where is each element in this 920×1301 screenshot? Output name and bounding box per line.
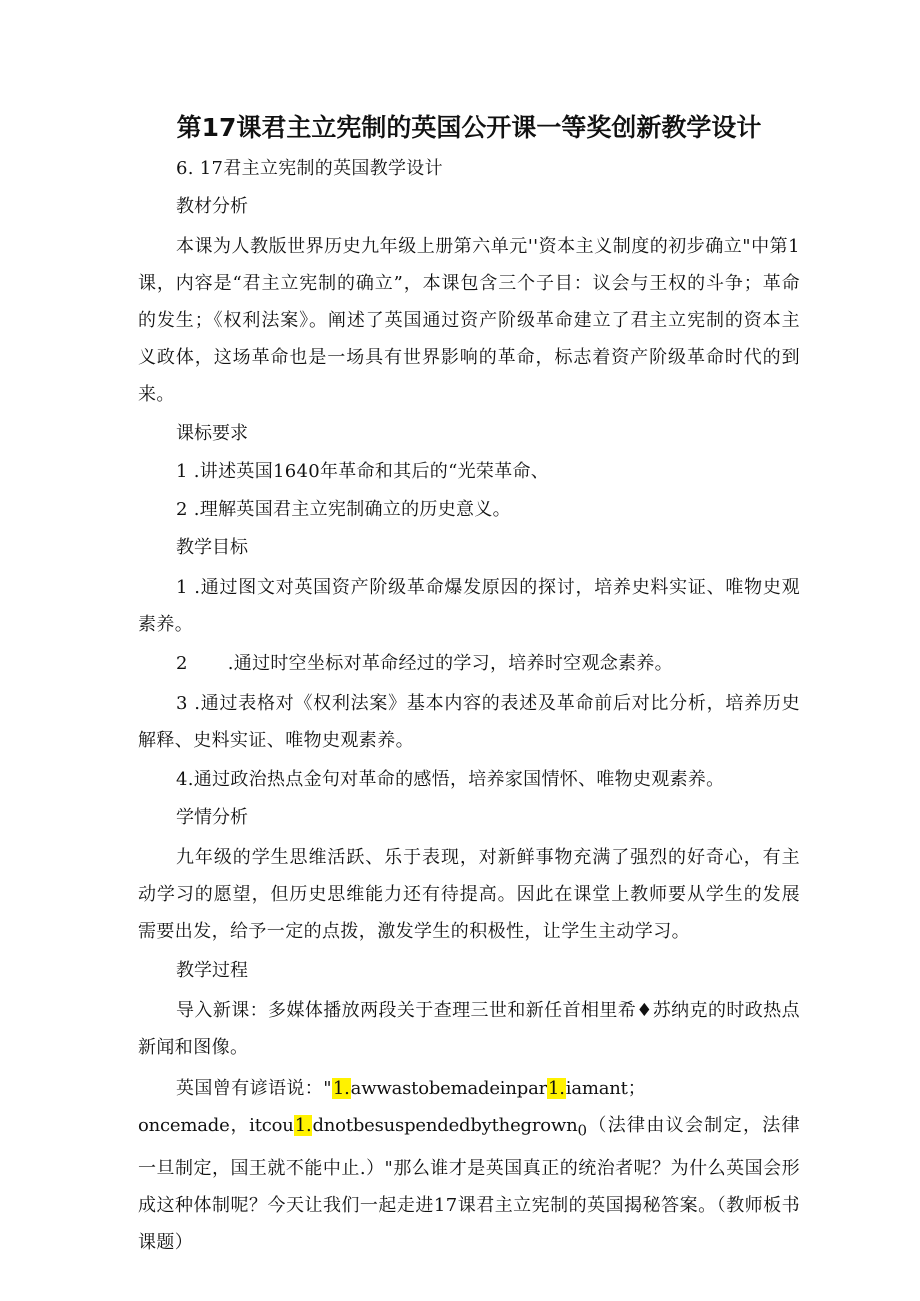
standard-item-1: 1 .讲述英国1640年革命和其后的“光荣革命、	[176, 461, 550, 482]
standard-item-2: 2 .理解英国君主立宪制确立的历史意义。	[176, 499, 511, 520]
heading-teaching-process: 教学过程	[176, 960, 248, 981]
paragraph-lesson-intro: 导入新课：多媒体播放两段关于查理三世和新任首相里希♦苏纳克的时政热点新闻和图像。	[138, 1000, 800, 1058]
highlight-2: 1.	[548, 1078, 565, 1099]
goal-item-4: 4.通过政治热点金句对革命的感悟，培养家国情怀、唯物史观素养。	[176, 769, 725, 790]
highlight-3: 1.	[294, 1115, 312, 1136]
goal-item-2	[138, 647, 800, 681]
highlight-1: 1.	[332, 1078, 350, 1099]
proverb-subscript: 0	[577, 1121, 588, 1140]
document-title: 第17课君主立宪制的英国公开课一等奖创新教学设计	[176, 113, 762, 142]
goal-item-3: 3 .通过表格对《权利法案》基本内容的表述及革命前后对比分析，培养历史解释、史料实证、唯物史观素养。	[138, 693, 800, 751]
proverb-part-4: dnotbesuspendedbythegrown	[312, 1115, 578, 1136]
heading-learner-analysis: 学情分析	[176, 807, 248, 828]
proverb-tail: （法律由议会制定，法律一旦制定，国王就不能中止.）"那么谁才是英国真正的统治者呢？为什么英国会形成这种体制呢？今天让我们一起走进17课君主立宪制的英国揭秘答案。（教师板书课题）	[138, 1115, 800, 1253]
proverb-part-1: awwastobemadeinpar	[350, 1078, 548, 1099]
proverb-part-3: oncemade，itcou	[138, 1115, 294, 1136]
proverb-prefix: 英国曾有谚语说："	[176, 1078, 332, 1099]
goal-item-2-number: 2	[176, 653, 188, 674]
proverb-part-2: iamant；	[565, 1078, 646, 1099]
goal-item-2-text: .通过时空坐标对革命经过的学习，培养时空观念素养。	[227, 653, 673, 674]
paragraph-textbook-analysis: 本课为人教版世界历史九年级上册第六单元''资本主义制度的初步确立"中第1课，内容是“君主立宪制的确立”，本课包含三个子目：议会与王权的斗争；革命的发生；《权利法案》。阐述了英国通过资产阶级革命建立了君主立宪制的资本主义政体，这场革命也是一场具有世界影响的革命，标志着资产阶级革命时代的到来。	[138, 236, 800, 405]
document-subtitle: 6. 17君主立宪制的英国教学设计	[176, 158, 443, 179]
paragraph-proverb	[138, 1070, 800, 1261]
heading-teaching-goals: 教学目标	[176, 537, 248, 558]
heading-textbook-analysis: 教材分析	[176, 196, 248, 217]
goal-item-1: 1 .通过图文对英国资产阶级革命爆发原因的探讨，培养史料实证、唯物史观素养。	[138, 577, 800, 635]
heading-curriculum-standard: 课标要求	[176, 423, 248, 444]
paragraph-learner-analysis: 九年级的学生思维活跃、乐于表现，对新鲜事物充满了强烈的好奇心，有主动学习的愿望，但历史思维能力还有待提高。因此在课堂上教师要从学生的发展需要出发，给予一定的点拨，激发学生的积极性，让学生主动学习。	[138, 847, 800, 942]
